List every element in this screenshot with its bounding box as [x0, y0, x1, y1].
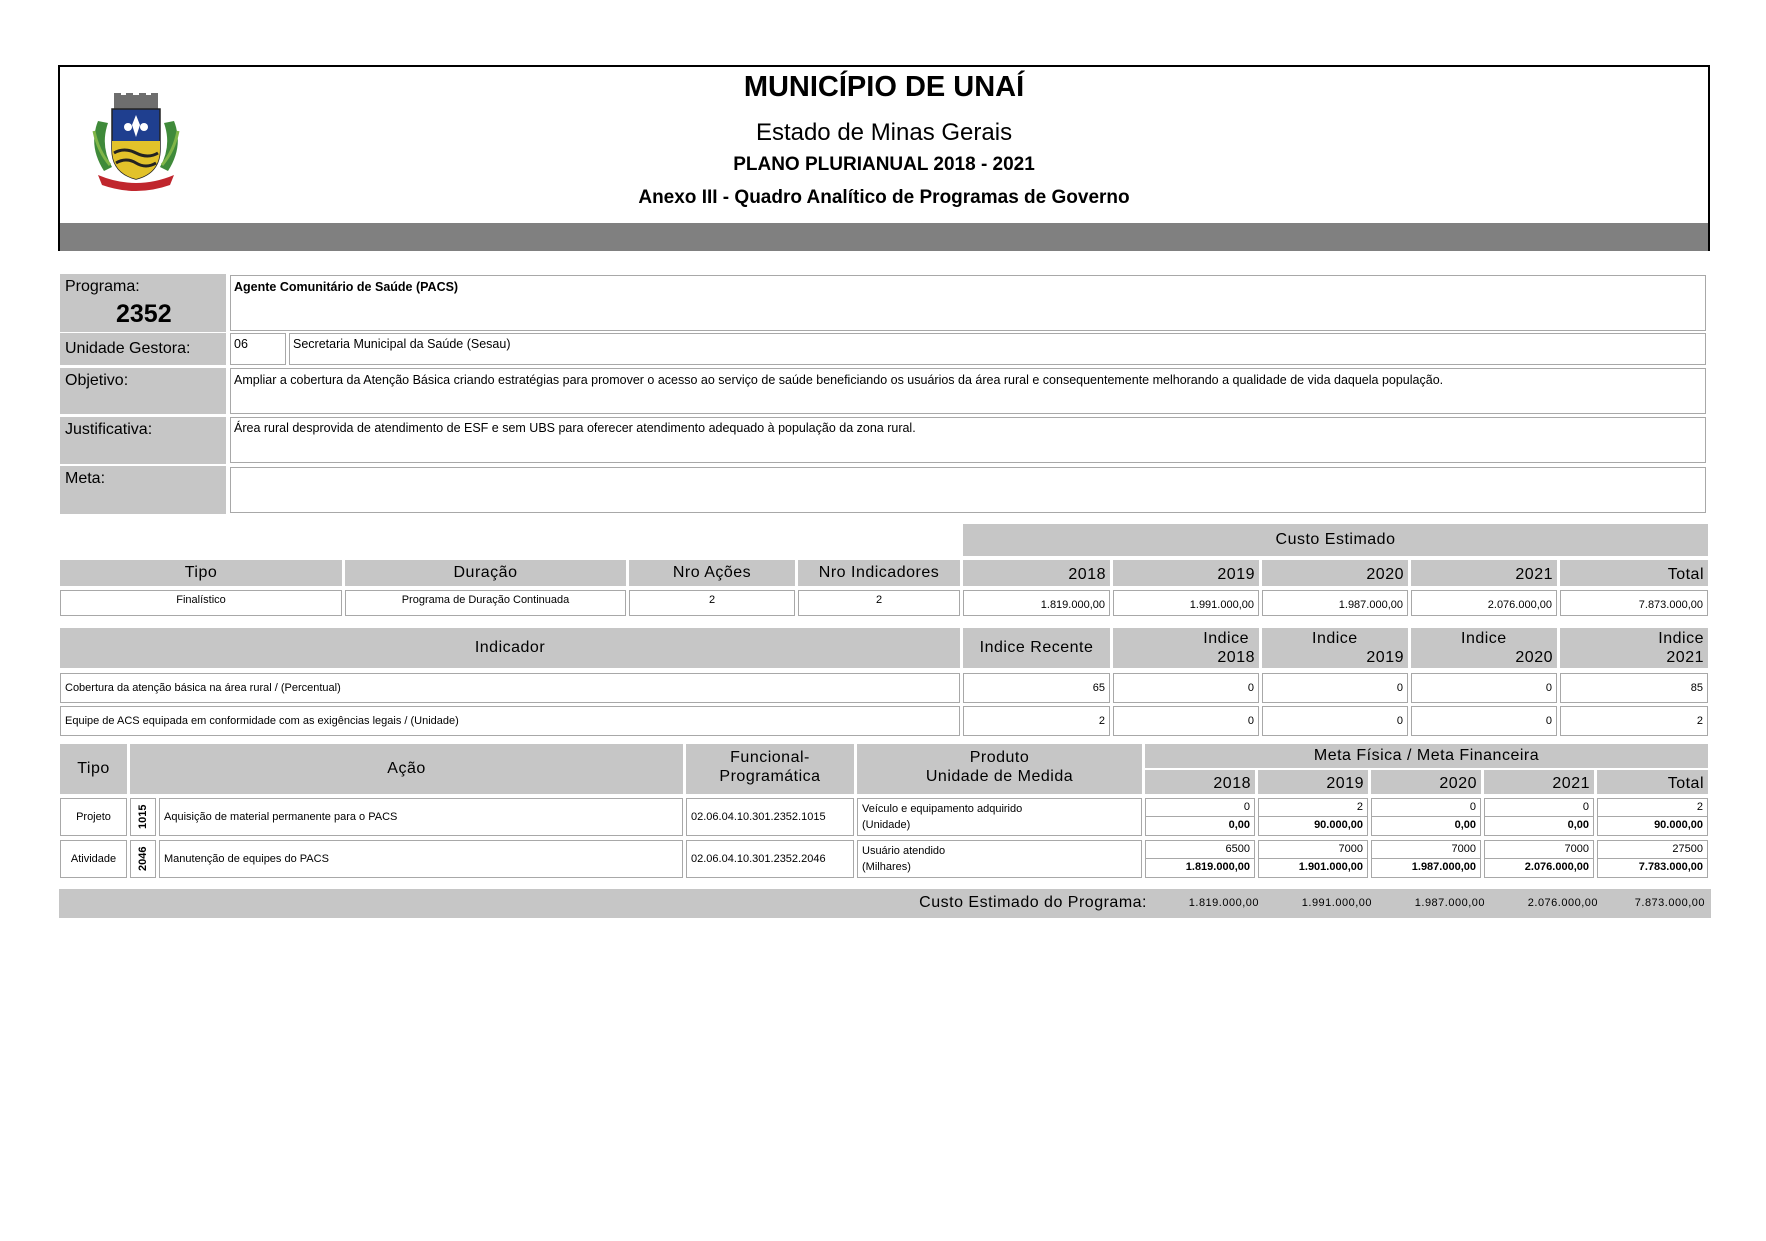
summary-year-label: 2018: [1068, 566, 1106, 583]
actions-header-year-2020: [1371, 770, 1481, 794]
actions-year-label: 2018: [1213, 775, 1251, 792]
action-meta-2019: [1258, 840, 1368, 878]
justification-text: Área rural desprovida de atendimento de ESF e sem UBS para oferecer atendimento adequado à população da zona rural.: [234, 421, 916, 435]
action-financial-goal: 90.000,00: [1654, 819, 1703, 831]
summary-duracao-cell: [345, 590, 626, 616]
actions-year-label: Total: [1667, 775, 1704, 792]
actions-year-label: 2020: [1439, 775, 1477, 792]
report-header: [58, 65, 1710, 251]
summary-indicadores: 2: [875, 594, 883, 606]
action-meta-2020: [1371, 798, 1481, 836]
indicator-value: 2: [1098, 715, 1105, 727]
objective-label-cell: [60, 368, 226, 414]
action-financial-goal: 0,00: [1567, 819, 1589, 831]
indicator-value: 0: [1545, 715, 1552, 727]
goal-box: [230, 467, 1706, 513]
action-meta-total: [1597, 798, 1708, 836]
action-prod-name: Veículo e equipamento adquirido: [862, 803, 1023, 815]
actions-header-meta: [1145, 744, 1708, 768]
summary-header-acoes: [629, 560, 795, 586]
unit-name-box: [289, 333, 1706, 365]
summary-indicadores-cell: [798, 590, 960, 616]
indicator-value: 0: [1247, 682, 1254, 694]
goal-label: Meta:: [65, 470, 106, 487]
indicator-value: 85: [1690, 682, 1703, 694]
summary-cost-value: 1.819.000,00: [1040, 599, 1105, 611]
action-name: Manutenção de equipes do PACS: [164, 853, 329, 865]
summary-duracao: Programa de Duração Continuada: [401, 594, 570, 606]
action-prod-cell: [857, 798, 1142, 836]
action-meta-total: [1597, 840, 1708, 878]
action-name: Aquisição de material permanente para o PACS: [164, 811, 398, 823]
actions-year-label: 2021: [1552, 775, 1590, 792]
indicator-row-value: [963, 673, 1110, 703]
indicator-value: 0: [1396, 715, 1403, 727]
summary-header-total: [1560, 560, 1708, 586]
unit-name: Secretaria Municipal da Saúde (Sesau): [293, 337, 511, 351]
summary-cost-value: 7.873.000,00: [1638, 599, 1703, 611]
indicator-value: 0: [1396, 682, 1403, 694]
action-physical-goal: 2: [1259, 799, 1367, 817]
program-cost-2018: 1.819.000,00: [1188, 897, 1259, 909]
action-financial-goal: 2.076.000,00: [1524, 861, 1589, 873]
action-prod-unit: (Unidade): [862, 819, 911, 831]
action-meta-2021: [1484, 798, 1594, 836]
indicator-year: 2019: [1366, 649, 1404, 666]
action-name-cell: [159, 798, 683, 836]
program-cost-footer: [59, 889, 1711, 918]
actions-header-funcional-line2: Programática: [719, 768, 821, 785]
indicator-row-value: [1262, 706, 1408, 736]
indicator-row-name: [60, 706, 960, 736]
action-tipo-cell: [60, 840, 127, 878]
action-financial-goal: 0,00: [1454, 819, 1476, 831]
summary-header-tipo-label: Tipo: [184, 564, 218, 581]
indicator-year: 2018: [1217, 649, 1255, 666]
summary-year-label: 2020: [1366, 566, 1404, 583]
summary-year-label: 2021: [1515, 566, 1553, 583]
objective-label: Objetivo:: [65, 372, 129, 389]
action-prod-name: Usuário atendido: [862, 845, 946, 857]
summary-tipo: Finalístico: [176, 594, 226, 606]
program-cost-2020: 1.987.000,00: [1414, 897, 1485, 909]
summary-year-label: Total: [1667, 566, 1704, 583]
program-name-box: [230, 275, 1706, 331]
program-label: Programa:: [65, 278, 140, 295]
program-cost-2019: 1.991.000,00: [1301, 897, 1372, 909]
municipality-title: MUNICÍPIO DE UNAÍ: [743, 71, 1025, 103]
indicator-name: Equipe de ACS equipada em conformidade com as exigências legais / (Unidade): [65, 715, 459, 727]
indicator-year-header-2018: [1113, 628, 1259, 668]
justification-label: Justificativa:: [65, 421, 153, 438]
summary-cost-value: 1.991.000,00: [1189, 599, 1254, 611]
state-title: Estado de Minas Gerais: [755, 119, 1013, 146]
justification-label-cell: [60, 417, 226, 464]
plan-title: PLANO PLURIANUAL 2018 - 2021: [733, 154, 1035, 175]
unit-label-cell: [60, 333, 226, 365]
action-physical-goal: 7000: [1259, 841, 1367, 859]
action-tipo: Atividade: [70, 853, 117, 865]
summary-header-year-2019: [1113, 560, 1259, 586]
actions-header-funcional-line1: Funcional-: [730, 749, 810, 766]
indicator-year: 2021: [1666, 649, 1704, 666]
justification-box: [230, 417, 1706, 463]
action-physical-goal: 6500: [1146, 841, 1254, 859]
action-name-cell: [159, 840, 683, 878]
action-code-cell: [130, 840, 156, 878]
indicator-header-label: Indicador: [474, 639, 546, 656]
action-physical-goal: 27500: [1598, 841, 1707, 859]
indicator-row-value: [1113, 673, 1259, 703]
action-financial-goal: 1.901.000,00: [1298, 861, 1363, 873]
action-meta-2019: [1258, 798, 1368, 836]
action-tipo-cell: [60, 798, 127, 836]
program-cost-label: Custo Estimado do Programa:: [919, 894, 1147, 911]
indicator-name: Cobertura da atenção básica na área rural / (Percentual): [65, 682, 341, 694]
indicator-year-header-2021: [1560, 628, 1708, 668]
action-physical-goal: 7000: [1372, 841, 1480, 859]
actions-header-tipo-label: Tipo: [77, 760, 110, 777]
actions-header-produto-line1: Produto: [969, 749, 1030, 766]
goal-label-cell: [60, 466, 226, 514]
objective-text: Ampliar a cobertura da Atenção Básica criando estratégias para promover o acesso ao serviço de saúde beneficiando os usuários da área rural e consequentemente melhorando a qualidade de vida daquela população.: [234, 373, 1444, 387]
action-func-cell: [686, 840, 854, 878]
actions-header-year-2018: [1145, 770, 1255, 794]
action-physical-goal: 0: [1372, 799, 1480, 817]
indicator-row-name: [60, 673, 960, 703]
actions-header-produto: [857, 744, 1142, 794]
action-financial-goal: 1.987.000,00: [1411, 861, 1476, 873]
indicator-value: 65: [1092, 682, 1105, 694]
action-financial-goal: 7.783.000,00: [1638, 861, 1703, 873]
program-cost-total: 7.873.000,00: [1634, 897, 1705, 909]
actions-header-total: [1597, 770, 1708, 794]
cost-header-label: Custo Estimado: [1275, 531, 1396, 548]
summary-header-duracao-label: Duração: [453, 564, 518, 581]
indicator-row-value: [1560, 706, 1708, 736]
indicator-value: 0: [1545, 682, 1552, 694]
actions-header-year-2019: [1258, 770, 1368, 794]
program-code: 2352: [116, 300, 172, 328]
summary-cost-value: 1.987.000,00: [1338, 599, 1403, 611]
summary-header-duracao: [345, 560, 626, 586]
action-code: 2046: [137, 846, 149, 872]
actions-header-meta-label: Meta Física / Meta Financeira: [1313, 747, 1540, 764]
unit-code: 06: [234, 337, 248, 351]
program-label-cell: [60, 274, 226, 332]
indicator-year-word: Indice: [1312, 630, 1358, 647]
indicator-value: 2: [1696, 715, 1703, 727]
action-meta-2020: [1371, 840, 1481, 878]
summary-cost-2018: [963, 590, 1110, 616]
action-func: 02.06.04.10.301.2352.2046: [691, 853, 826, 865]
indicator-header: [60, 628, 960, 668]
action-physical-goal: 7000: [1485, 841, 1593, 859]
indicator-year-header-2019: [1262, 628, 1408, 668]
action-meta-2021: [1484, 840, 1594, 878]
summary-header-year-2020: [1262, 560, 1408, 586]
summary-cost-total: [1560, 590, 1708, 616]
action-tipo: Projeto: [76, 811, 111, 823]
summary-acoes: 2: [708, 594, 716, 606]
actions-header-tipo: [60, 744, 127, 794]
cost-header: [963, 524, 1708, 556]
unit-label: Unidade Gestora:: [65, 340, 191, 357]
summary-year-label: 2019: [1217, 566, 1255, 583]
summary-header-indicadores: [798, 560, 960, 586]
action-financial-goal: 0,00: [1228, 819, 1250, 831]
action-physical-goal: 2: [1598, 799, 1707, 817]
indicator-year: 2020: [1515, 649, 1553, 666]
action-func-cell: [686, 798, 854, 836]
indicator-year-word: Indice: [1658, 630, 1704, 647]
summary-cost-2019: [1113, 590, 1259, 616]
indicator-year-word: Indice: [1203, 630, 1249, 647]
indicator-year-header-2020: [1411, 628, 1557, 668]
indicator-row-value: [1113, 706, 1259, 736]
summary-header-year-2021: [1411, 560, 1557, 586]
indicator-row-value: [1411, 673, 1557, 703]
actions-year-label: 2019: [1326, 775, 1364, 792]
annex-title: Anexo III - Quadro Analítico de Programas de Governo: [638, 187, 1130, 208]
summary-cost-2020: [1262, 590, 1408, 616]
action-code-cell: [130, 798, 156, 836]
indicator-recent-header: [963, 628, 1110, 668]
indicator-year-word: Indice: [1461, 630, 1507, 647]
header-band: [60, 223, 1708, 251]
program-name: Agente Comunitário de Saúde (PACS): [234, 280, 459, 294]
indicator-recent-label: Indice Recente: [979, 639, 1094, 656]
summary-acoes-cell: [629, 590, 795, 616]
action-prod-unit: (Milhares): [862, 861, 911, 873]
action-code: 1015: [137, 804, 149, 830]
action-prod-cell: [857, 840, 1142, 878]
action-func: 02.06.04.10.301.2352.1015: [691, 811, 826, 823]
summary-header-indicadores-label: Nro Indicadores: [818, 564, 940, 581]
action-meta-2018: [1145, 840, 1255, 878]
actions-header-acao: [130, 744, 683, 794]
summary-cost-value: 2.076.000,00: [1487, 599, 1552, 611]
indicator-row-value: [963, 706, 1110, 736]
action-financial-goal: 90.000,00: [1314, 819, 1363, 831]
action-financial-goal: 1.819.000,00: [1185, 861, 1250, 873]
program-cost-2021: 2.076.000,00: [1527, 897, 1598, 909]
summary-tipo-cell: [60, 590, 342, 616]
actions-header-year-2021: [1484, 770, 1594, 794]
action-physical-goal: 0: [1485, 799, 1593, 817]
unit-code-box: [230, 333, 286, 365]
actions-header-funcional: [686, 744, 854, 794]
actions-header-acao-label: Ação: [387, 760, 426, 777]
indicator-row-value: [1262, 673, 1408, 703]
indicator-value: 0: [1247, 715, 1254, 727]
objective-box: [230, 368, 1706, 414]
summary-cost-2021: [1411, 590, 1557, 616]
actions-header-produto-line2: Unidade de Medida: [925, 768, 1074, 785]
indicator-row-value: [1411, 706, 1557, 736]
summary-header-year-2018: [963, 560, 1110, 586]
indicator-row-value: [1560, 673, 1708, 703]
summary-header-tipo: [60, 560, 342, 586]
summary-header-acoes-label: Nro Ações: [672, 564, 752, 581]
action-physical-goal: 0: [1146, 799, 1254, 817]
action-meta-2018: [1145, 798, 1255, 836]
